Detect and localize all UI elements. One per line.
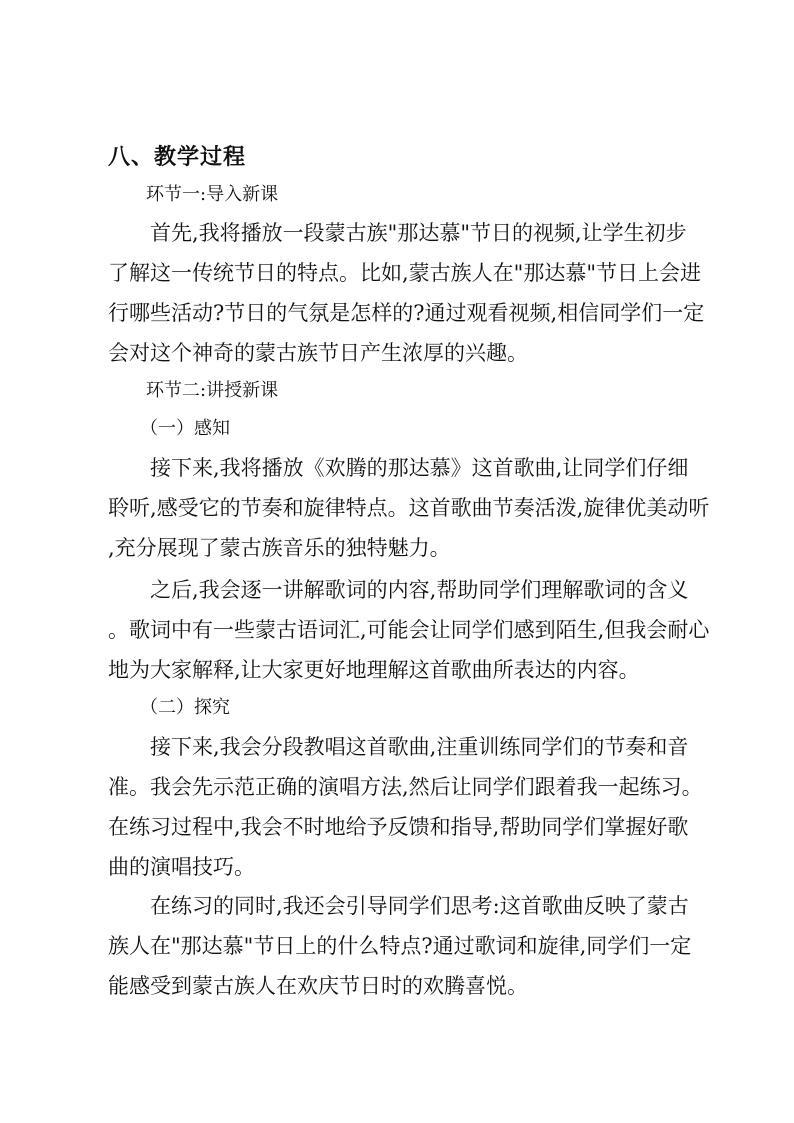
paragraph-line: 。歌词中有一些蒙古语词汇,可能会让同学们感到陌生,但我会耐心 bbox=[108, 618, 710, 642]
paragraph-line: 族人在"那达慕"节日上的什么特点?通过歌词和旋律,同学们一定 bbox=[108, 934, 692, 958]
paragraph-line: 会对这个神奇的蒙古族节日产生浓厚的兴趣。 bbox=[108, 341, 528, 365]
subsection-explore-title: （二）探究 bbox=[140, 697, 230, 718]
paragraph-line: 地为大家解释,让大家更好地理解这首歌曲所表达的内容。 bbox=[108, 658, 640, 682]
paragraph-line: 了解这一传统节日的特点。比如,蒙古族人在"那达慕"节日上会进 bbox=[108, 261, 701, 285]
step1-title: 环节一:导入新课 bbox=[146, 184, 279, 205]
paragraph-line: 接下来,我将播放《欢腾的那达慕》这首歌曲,让同学们仔细 bbox=[150, 456, 689, 480]
paragraph-intro bbox=[108, 213, 705, 373]
paragraph-line: ,充分展现了蒙古族音乐的独特魅力。 bbox=[108, 536, 451, 560]
section-title: 八、教学过程 bbox=[108, 144, 247, 170]
paragraph-line: 聆听,感受它的节奏和旋律特点。这首歌曲节奏活泼,旋律优美动听 bbox=[108, 496, 710, 520]
paragraph-line: 行哪些活动?节日的气氛是怎样的?通过观看视频,相信同学们一定 bbox=[108, 301, 705, 325]
paragraph-line: 在练习的同时,我还会引导同学们思考:这首歌曲反映了蒙古 bbox=[150, 894, 689, 918]
paragraph-reflection bbox=[108, 886, 698, 1006]
paragraph-line: 曲的演唱技巧。 bbox=[108, 855, 255, 879]
paragraph-perception bbox=[108, 448, 710, 568]
step2-title: 环节二:讲授新课 bbox=[146, 380, 279, 401]
paragraph-line: 首先,我将播放一段蒙古族"那达慕"节日的视频,让学生初步 bbox=[150, 221, 687, 245]
paragraph-line: 准。我会先示范正确的演唱方法,然后让同学们跟着我一起练习。 bbox=[108, 775, 703, 799]
paragraph-lyrics bbox=[108, 570, 710, 690]
paragraph-line: 之后,我会逐一讲解歌词的内容,帮助同学们理解歌词的含义 bbox=[150, 578, 689, 602]
paragraph-line: 接下来,我会分段教唱这首歌曲,注重训练同学们的节奏和音 bbox=[150, 735, 689, 759]
subsection-perception-title: （一）感知 bbox=[140, 418, 230, 439]
paragraph-explore bbox=[108, 727, 703, 887]
paragraph-line: 能感受到蒙古族人在欢庆节日时的欢腾喜悦。 bbox=[108, 974, 528, 998]
paragraph-line: 在练习过程中,我会不时地给予反馈和指导,帮助同学们掌握好歌 bbox=[108, 815, 689, 839]
